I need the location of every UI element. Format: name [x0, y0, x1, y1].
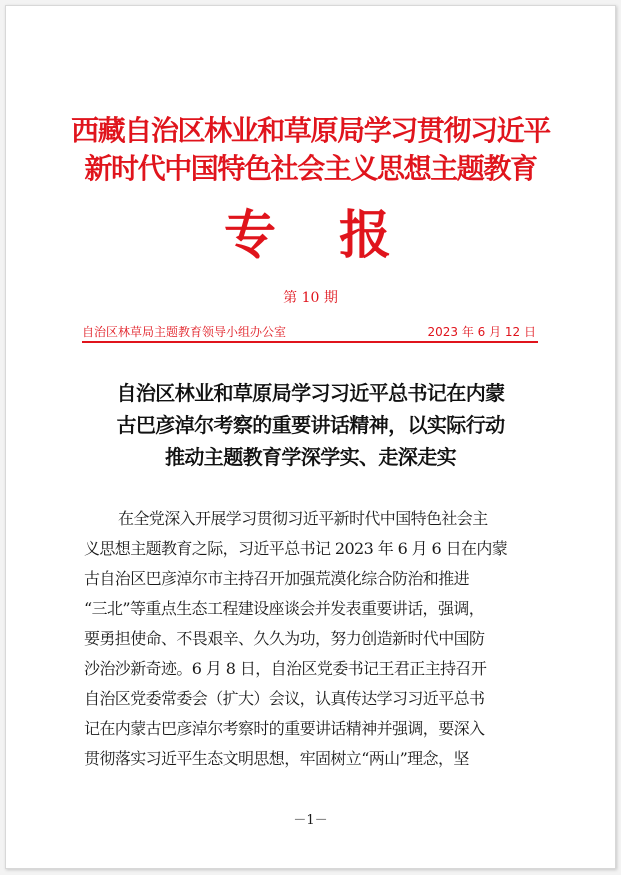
body-text-line: 记在内蒙古巴彦淖尔考察时的重要讲话精神并强调，要深入 [84, 719, 485, 738]
page-number: －1－ [293, 813, 328, 828]
body-text-line: 沙治沙新奇迹。6 月 8 日，自治区党委书记王君正主持召开 [84, 659, 487, 678]
document-page [5, 5, 616, 869]
issue-number: 第 10 期 [283, 290, 338, 306]
body-text-line: 自治区党委常委会（扩大）会议，认真传达学习习近平总书 [84, 689, 485, 708]
body-text-line: “三北”等重点生态工程建设座谈会并发表重要讲话，强调， [84, 599, 485, 618]
issuing-office: 自治区林草局主题教育领导小组办公室 [82, 325, 287, 339]
red-divider [82, 341, 538, 343]
special-report-char2: 报 [339, 205, 392, 266]
body-text-line: 贯彻落实习近平生态文明思想，牢固树立“两山”理念，坚 [84, 749, 469, 768]
body-text-line: 要勇担使命、不畏艰辛、久久为功，努力创造新时代中国防 [84, 629, 485, 648]
header-title-line2: 新时代中国特色社会主义思想主题教育 [84, 152, 537, 185]
body-text-line: 古自治区巴彦淖尔市主持召开加强荒漠化综合防治和推进 [84, 569, 470, 588]
issue-date: 2023 年 6 月 12 日 [427, 325, 536, 339]
special-report-char1: 专 [224, 205, 277, 266]
article-title-line1: 自治区林业和草原局学习习近平总书记在内蒙 [116, 381, 505, 405]
body-text-line: 在全党深入开展学习贯彻习近平新时代中国特色社会主 [118, 509, 488, 528]
body-text-line: 义思想主题教育之际，习近平总书记 2023 年 6 月 6 日在内蒙 [84, 539, 508, 558]
article-title-line3: 推动主题教育学深学实、走深走实 [165, 445, 456, 469]
article-title-line2: 古巴彦淖尔考察的重要讲话精神，以实际行动 [116, 413, 505, 437]
special-report-heading [6, 206, 615, 270]
header-title-line1: 西藏自治区林业和草原局学习贯彻习近平 [71, 114, 550, 147]
